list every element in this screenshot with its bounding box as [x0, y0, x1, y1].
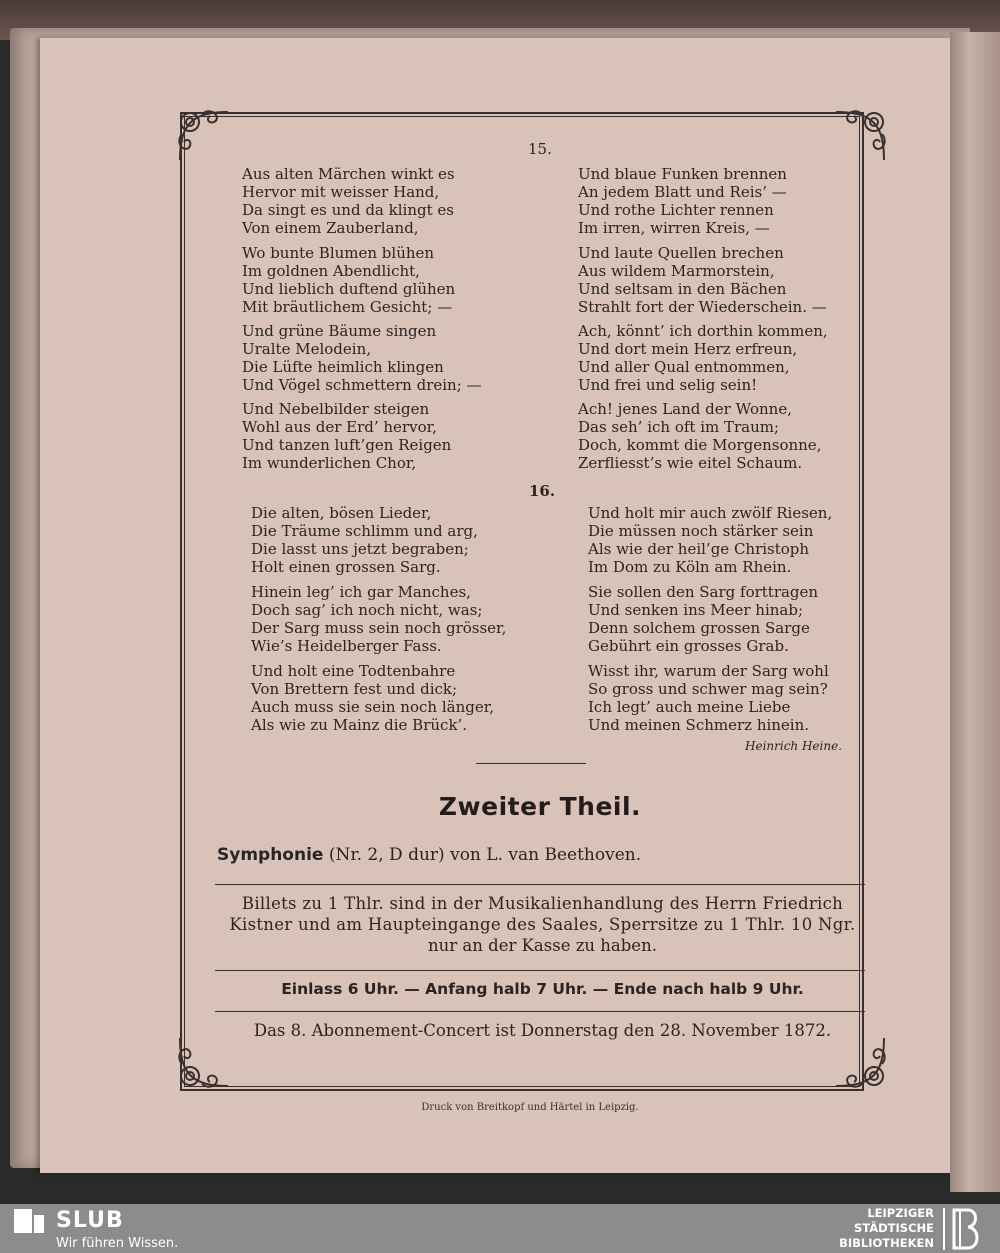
library-logo-icon[interactable] [942, 1206, 990, 1252]
program-item [217, 845, 641, 865]
section-title: Zweiter Theil. [438, 792, 642, 821]
poem16-right-stanza-3: Wisst ihr, warum der Sarg wohl So gross und schwer mag sein? Ich legt’ auch meine Liebe Und meinen Schmerz hinein. [588, 662, 829, 734]
poem-number-16: 16. [529, 482, 556, 500]
poem15-left-stanza-1: Aus alten Märchen winkt es Hervor mit weisser Hand, Da singt es und da klingt es Von einem Zauberland, [242, 165, 455, 237]
admission-times: Einlass 6 Uhr. — Anfang halb 7 Uhr. — Ende nach halb 9 Uhr. [281, 980, 804, 998]
program-detail: (Nr. 2, D dur) von L. van Beethoven. [328, 845, 642, 865]
poem-author: Heinrich Heine. [745, 739, 843, 753]
poem15-left-stanza-4: Und Nebelbilder steigen Wohl aus der Erd’ hervor, Und tanzen luft’gen Reigen Im wunderlichen Chor, [242, 400, 452, 472]
poem15-right-stanza-4: Ach! jenes Land der Wonne, Das seh’ ich oft im Traum; Doch, kommt die Morgensonne, Zerfliesst’s wie eitel Schaum. [578, 400, 822, 472]
divider [215, 884, 865, 885]
divider [215, 1011, 865, 1012]
poem16-left-stanza-1: Die alten, bösen Lieder, Die Träume schlimm und arg, Die lasst uns jetzt begraben; Holt einen grossen Sarg. [251, 504, 478, 576]
ticket-info: Billets zu 1 Thlr. sind in der Musikalienhandlung des Herrn Friedrich Kistner und am Haupteingange des Saales, Sperrsitze zu 1 Thlr. 10 Ngr. nur an der Kasse zu haben. [229, 894, 856, 955]
slub-logo-icon[interactable] [12, 1207, 46, 1235]
divider [476, 763, 586, 764]
poem16-right-stanza-2: Sie sollen den Sarg forttragen Und senken ins Meer hinab; Denn solchem grossen Sarge Gebührt ein grosses Grab. [588, 583, 819, 655]
poem15-left-stanza-2: Wo bunte Blumen blühen Im goldnen Abendlicht, Und lieblich duftend glühen Mit bräutlichem Gesicht; — [242, 244, 456, 316]
poem-number-15: 15. [528, 140, 552, 158]
corner-ornament-icon [828, 104, 892, 168]
poem16-left-stanza-3: Und holt eine Todtenbahre Von Brettern fest und dick; Auch muss sie sein noch länger, Als wie zu Mainz die Brück’. [251, 662, 495, 734]
slub-tagline: Wir führen Wissen. [56, 1236, 179, 1251]
poem15-right-stanza-1: Und blaue Funken brennen An jedem Blatt und Reis’ — Und rothe Lichter rennen Im irren, wirren Kreis, — [578, 165, 787, 237]
poem16-right-stanza-1: Und holt mir auch zwölf Riesen, Die müssen noch stärker sein Als wie der heil’ge Christoph Im Dom zu Köln am Rhein. [588, 504, 833, 576]
printer-note: Druck von Breitkopf und Härtel in Leipzig. [421, 1102, 639, 1113]
library-name[interactable]: LEIPZIGER STÄDTISCHE BIBLIOTHEKEN [839, 1206, 934, 1250]
facing-page-edge [950, 32, 1000, 1192]
poem15-right-stanza-2: Und laute Quellen brechen Aus wildem Marmorstein, Und seltsam in den Bächen Strahlt fort der Wiederschein. — [578, 244, 827, 316]
next-concert-notice: Das 8. Abonnement-Concert ist Donnerstag den 28. November 1872. [253, 1021, 832, 1040]
divider [215, 970, 865, 971]
corner-ornament-icon [172, 104, 236, 168]
slub-name[interactable]: SLUB [56, 1208, 124, 1233]
poem15-left-stanza-3: Und grüne Bäume singen Uralte Melodein, Die Lüfte heimlich klingen Und Vögel schmettern drein; — [242, 322, 482, 394]
poem16-left-stanza-2: Hinein leg’ ich gar Manches, Doch sag’ ich noch nicht, was; Der Sarg muss sein noch grösser, Wie’s Heidelberger Fass. [251, 583, 507, 655]
program-label: Symphonie [217, 845, 324, 865]
poem15-right-stanza-3: Ach, könnt’ ich dorthin kommen, Und dort mein Herz erfreun, Und aller Qual entnommen, Und frei und selig sein! [578, 322, 828, 394]
